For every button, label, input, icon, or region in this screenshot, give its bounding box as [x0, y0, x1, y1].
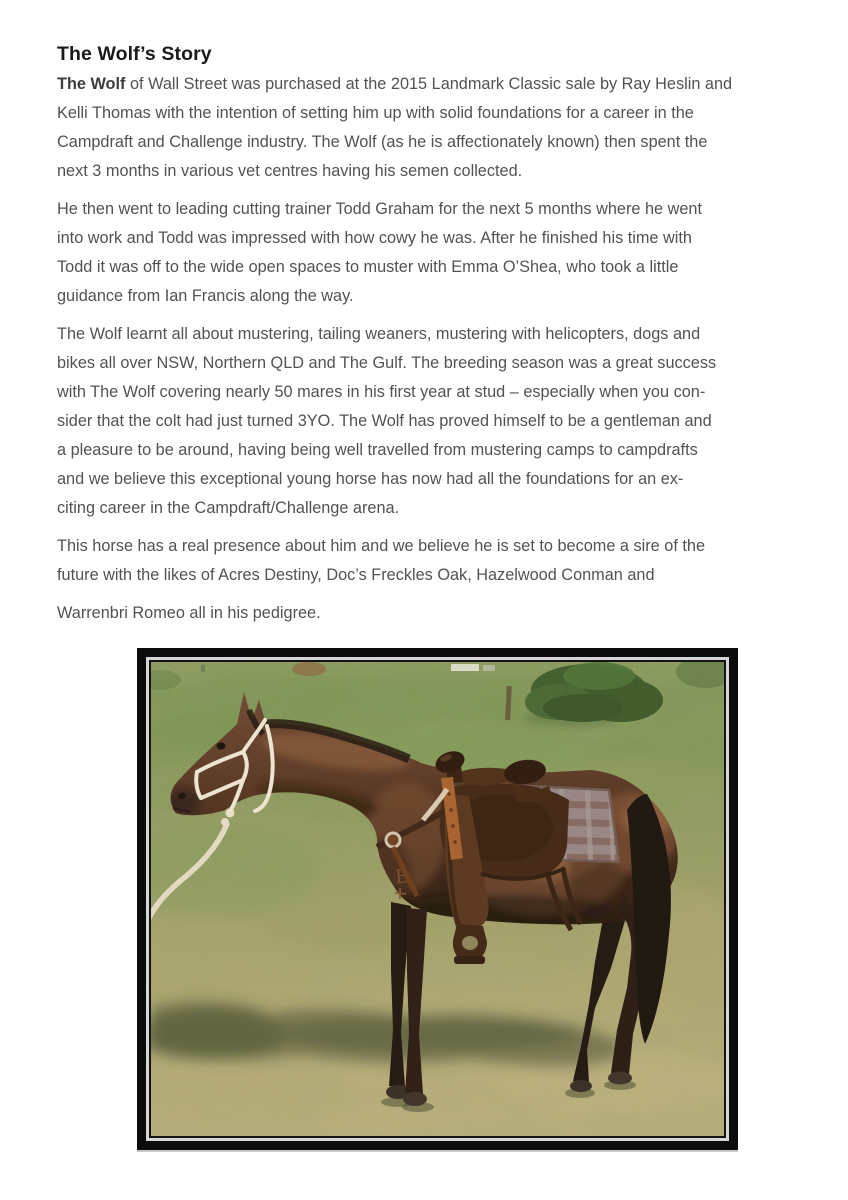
paragraph: [57, 195, 797, 311]
photo-inner-light-line: [146, 657, 729, 1141]
photo-inner-dark-line: [149, 660, 726, 1138]
horse-photo-frame: [137, 648, 738, 1150]
paragraph-text: He then went to leading cutting trainer Todd Graham for the next 5 months where he went into work and Todd was impressed with how cowy he was. After he finished his time with Todd it was off to the wide open spaces to muster with Emma O’Shea, who took a little guidance from Ian Francis along the way.: [57, 200, 702, 305]
paragraph: [57, 70, 797, 186]
lead-bold-text: The Wolf: [57, 75, 126, 93]
page-title: The Wolf’s Story: [57, 43, 212, 65]
sunlight-wash: [151, 662, 724, 1136]
paragraph-text: of Wall Street was purchased at the 2015 Landmark Classic sale by Ray Heslin and Kelli Thomas with the intention of setting him up with solid foundations for a career in the Campdraft and Challenge industry. The Wolf (as he is affectionately known) then spent the next 3 months in various vet centres having his semen collected.: [57, 75, 733, 180]
paragraph-text: The Wolf learnt all about mustering, tailing weaners, mustering with helicopters, dogs and bikes all over NSW, Northern QLD and The Gulf. The breeding season was a great success with The Wolf covering nearly 50 mares in his first year at stud – especially when you con- sider that the colt had just turned 3YO. The Wolf has proved himself to be a gentleman and a pleasure to be around, having being well travelled from mustering camps to campdrafts and we believe this exceptional young horse has now had all the foundations for an ex- citing career in the Campdraft/Challenge arena.: [57, 325, 717, 517]
svg-text:B: B: [394, 865, 410, 889]
paragraph: [57, 320, 797, 523]
paragraph-text: Warrenbri Romeo all in his pedigree.: [57, 604, 321, 622]
article: [57, 42, 797, 637]
paragraph-text: This horse has a real presence about him and we believe he is set to become a sire of the future with the likes of Acres Destiny, Doc’s Freckles Oak, Hazelwood Conman and: [57, 537, 705, 584]
paragraph: [57, 599, 797, 628]
paragraph: [57, 532, 797, 590]
horse-photo: [151, 662, 724, 1136]
